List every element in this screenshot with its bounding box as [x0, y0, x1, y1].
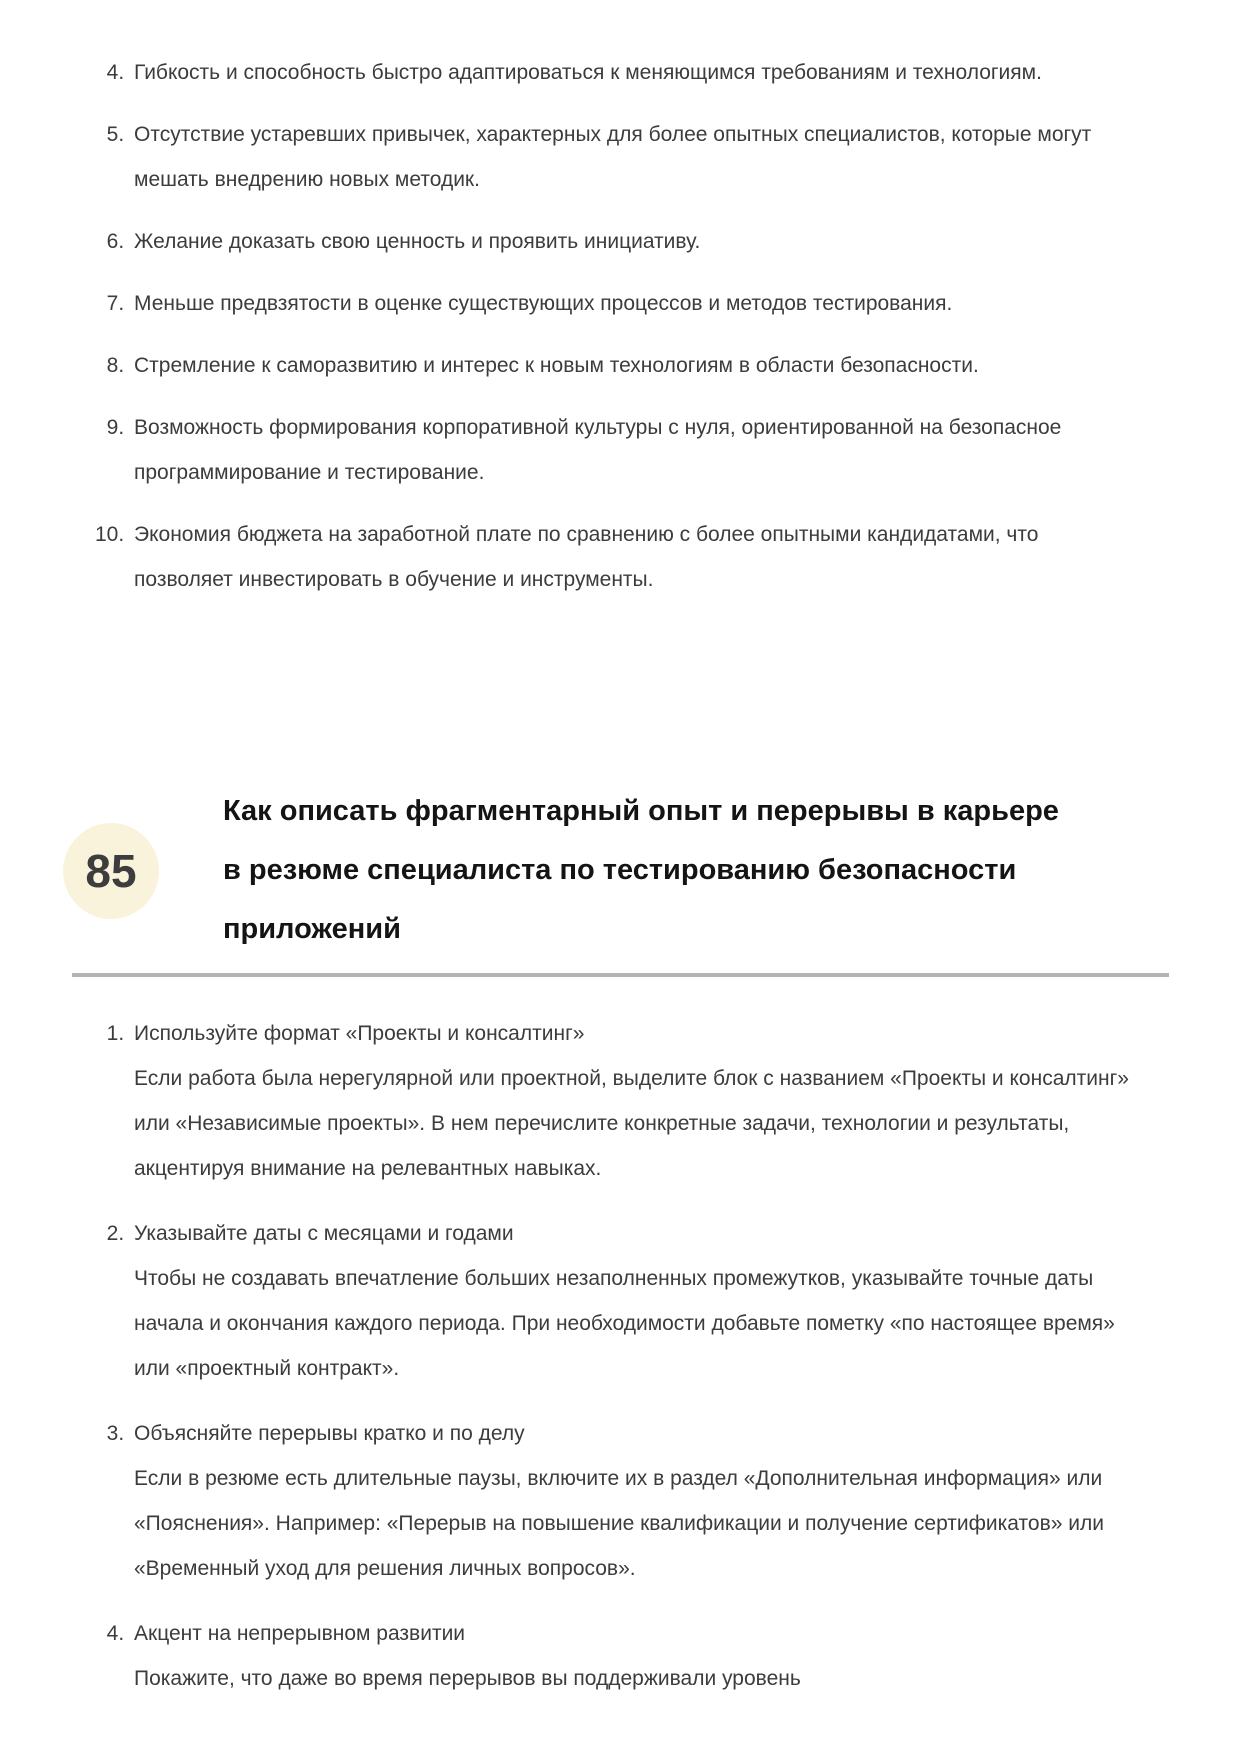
tip-body: Покажите, что даже во время перерывов вы поддерживали уровень [134, 1667, 801, 1690]
list-item-text: Желание доказать свою ценность и проявить инициативу. [134, 230, 701, 253]
list-item [130, 219, 1132, 264]
list-item [130, 1211, 1132, 1391]
list-item [130, 512, 1132, 602]
list-item-text: Возможность формирования корпоративной культуры с нуля, ориентированной на безопасное программирование и тестирование. [134, 416, 1062, 484]
list-item-text: Гибкость и способность быстро адаптироваться к меняющимся требованиям и технологиям. [134, 61, 1042, 84]
tip-title: 1. Используйте формат «Проекты и консалтинг» [134, 1022, 585, 1045]
tips-list [72, 1011, 1132, 1701]
section-divider [72, 973, 1169, 977]
tip-body: Если работа была нерегулярной или проектной, выделите блок с названием «Проекты и консалтинг» или «Независимые проекты». В нем перечислите конкретные задачи, технологии и результаты, акцентируя внимание на релевантных навыках. [134, 1067, 1129, 1180]
list-item-text: Экономия бюджета на заработной плате по сравнению с более опытными кандидатами, что позволяет инвестировать в обучение и инструменты. [134, 523, 1039, 591]
list-item-text: Стремление к саморазвитию и интерес к новым технологиям в области безопасности. [134, 354, 979, 377]
list-item [130, 50, 1132, 95]
list-item-text: Меньше предвзятости в оценке существующих процессов и методов тестирования. [134, 292, 953, 315]
tip-title: 2. Указывайте даты с месяцами и годами [134, 1222, 514, 1245]
benefits-list [72, 50, 1132, 602]
tip-body: Чтобы не создавать впечатление больших незаполненных промежутков, указывайте точные даты начала и окончания каждого периода. При необходимости добавьте пометку «по настоящее время» или «проектный контракт». [134, 1267, 1115, 1380]
tip-body: Если в резюме есть длительные паузы, включите их в раздел «Дополнительная информация» или «Пояснения». Например: «Перерыв на повышение квалификации и получение сертификатов» или «Временный уход для решения личных вопросов». [134, 1467, 1104, 1580]
section-title: Как описать фрагментарный опыт и перерывы в карьере в резюме специалиста по тестированию безопасности приложений [223, 795, 1059, 945]
list-item [130, 343, 1132, 388]
section-header [72, 782, 1169, 959]
tip-title: 3. Объясняйте перерывы кратко и по делу [134, 1422, 525, 1445]
list-item [130, 1411, 1132, 1591]
list-item-text: Отсутствие устаревших привычек, характерных для более опытных специалистов, которые могут мешать внедрению новых методик. [134, 123, 1092, 191]
list-item [130, 281, 1132, 326]
tip-title: 4. Акцент на непрерывном развитии [134, 1622, 466, 1645]
list-item [130, 1011, 1132, 1191]
list-item [130, 112, 1132, 202]
list-item [130, 1611, 1132, 1701]
section-number-badge: 85 [63, 823, 159, 919]
list-item [130, 405, 1132, 495]
